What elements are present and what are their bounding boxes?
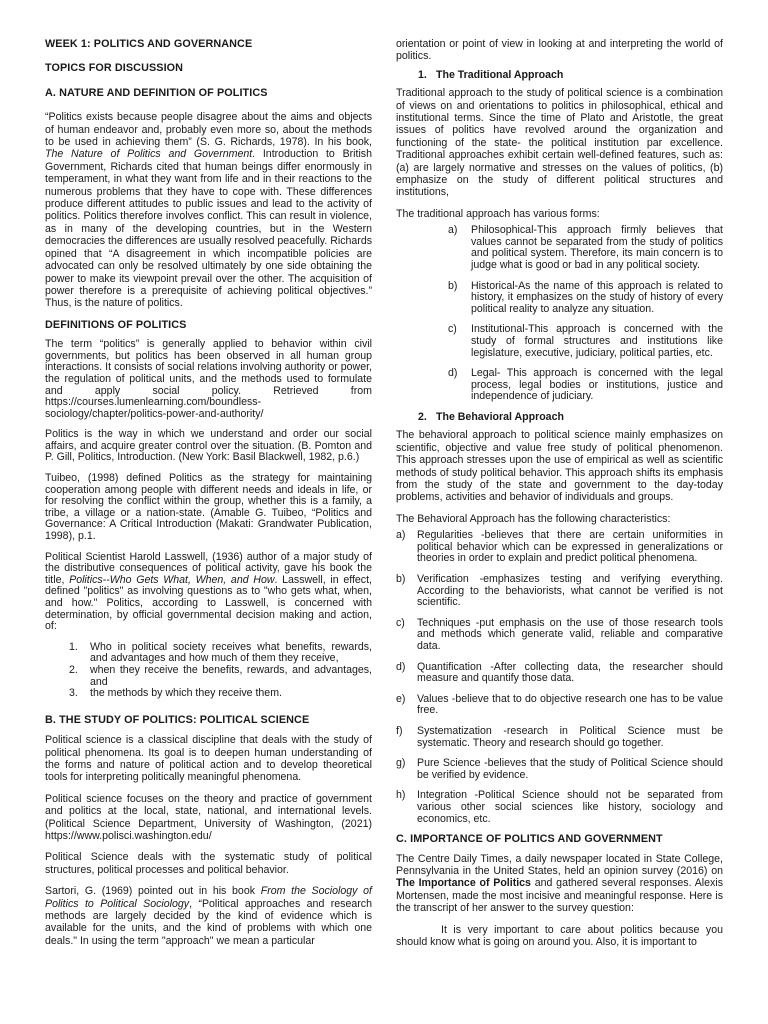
- traditional-paragraph: Traditional approach to the study of political science is a combination of views on and orientations to politics in philosophical, ethical and institutional terms. Since the time of Plato and Aristotle, the great issues of politics have revolved around the organization and functioning of the state- the political institution par excellence. Traditional approaches exhibit certain well-defined features, such as: (a) are largely normative and stresses on the values of politics, (b) emphasize on the study of different political structures and institutions,: [396, 87, 723, 199]
- sartori-text-2: , “Political approaches and research methods are largely decided by the kind of evidence which is available for the units, and the kind of problems with which one deals." In using the term "approach" we mean a particular: [45, 897, 372, 947]
- list-item: b) Verification -emphasizes testing and verifying everything. According to the behaviorists, what cannot be verified is not scientific.: [396, 573, 723, 609]
- list-item: d) Quantification -After collecting data, the researcher should measure and quantify those data.: [396, 660, 723, 685]
- week-title: WEEK 1: POLITICS AND GOVERNANCE: [45, 38, 253, 50]
- nature-text-2: . Introduction to British Government, Richards cited that human beings differ enormously in temperament, in what they want from life and in their reactions to the numerous problems that they have to cope with. These differences produce different attitudes to public issues and lead to the activity of politics. Politics therefore involves conflict. This can result in violence, as in many of the developing countries, but in the Western democracies the differences are usually resolved peacefully. Richards opined that “A disagreement in which incompatible policies are advocated can only be resolved ultimately by one side obtaining the power to make its viewpoint prevail over the other. The acquisition of power therefore is a prerequisite of achieving political objectives.” Thus, is the nature of politics.: [45, 148, 373, 310]
- list-item: 3. the methods by which they receive them.: [69, 687, 282, 700]
- list-item: f) Systematization -research in Political Science must be systematic. Theory and research should go together.: [396, 724, 723, 749]
- nature-text-1: “Politics exists because people disagree about the aims and objects of human endeavor and, probably even more so, about the methods to be used in achieving them” (S. G. Richards, 1978). In his book,: [45, 111, 372, 149]
- definition-paragraph-4: [45, 552, 372, 633]
- importance-paragraph-2: It is very important to care about politics because you should know what is going on around you. Also, it is important to: [396, 923, 723, 948]
- list-item: b) Historical-As the name of this approach is related to history, it emphasizes on the study of history of every political reality to analyze any situation.: [448, 279, 723, 315]
- sartori-text-1: Sartori, G. (1969) pointed out in his book: [45, 885, 261, 898]
- list-item: 1. Who in political society receives what benefits, rewards, and advantages and how much of them they receive,: [69, 640, 372, 665]
- definitions-title: DEFINITIONS OF POLITICS: [45, 318, 187, 331]
- list-item: g) Pure Science -believes that the study of Political Science should be verified by evidence.: [396, 757, 723, 781]
- section-b-title: B. THE STUDY OF POLITICS: POLITICAL SCIENCE: [45, 713, 310, 726]
- list-item: h) Integration -Political Science should not be separated from various other social sciences like history, sociology and economics, etc.: [396, 789, 723, 825]
- section-a-title: A. NATURE AND DEFINITION OF POLITICS: [45, 86, 268, 99]
- survey-text-1: The Centre Daily Times, a daily newspaper located in State College, Pennsylvania in the United States, held an opinion survey (2016) on: [396, 852, 723, 877]
- political-science-paragraph-3: Political Science deals with the systematic study of political structures, political processes and political behavior.: [45, 851, 372, 876]
- list-item: d) Legal- This approach is concerned with the legal process, legal bodies or institutions, justice and independence of judiciary.: [448, 367, 723, 403]
- sartori-book-title: From the Sociology of Politics to Political Sociology: [45, 885, 372, 910]
- lasswell-text-2: . Lasswell, in effect, defined "politics" as involving questions as to "who gets what, when, and how." Politics, according to Lasswell, is concerned with determination, by official governmental decision making and action, of:: [45, 573, 372, 633]
- list-item: c) Techniques -put emphasis on the use of those research tools and methods which generate valid, reliable and comparative data.: [396, 616, 723, 652]
- survey-text-2: and gathered several responses. Alexis Mortensen, made the most incisive and meaningful response. Here is the transcript of her answer to the survey question:: [396, 877, 723, 915]
- continuation-paragraph: orientation or point of view in looking at and interpreting the world of politics.: [396, 38, 723, 63]
- importance-paragraph-1: [396, 853, 723, 915]
- definition-paragraph-2: Politics is the way in which we understand and order our social affairs, and acquire greater control over the situation. (B. Pomton and P. Gill, Politics, Introduction. (New York: Basil Blackwell, 1982, p.6.): [45, 428, 372, 464]
- nature-paragraph: [45, 111, 372, 310]
- traditional-approach-heading: 1. The Traditional Approach: [418, 68, 564, 81]
- behavioral-characteristics-list: [396, 530, 723, 825]
- traditional-forms-intro: The traditional approach has various forms:: [396, 207, 600, 220]
- list-item: 2. when they receive the benefits, rewards, and advantages, and: [69, 663, 372, 688]
- lasswell-text-1: Political Scientist Harold Lasswell, (1936) author of a major study of the distributive consequences of political activity, gave his book the title,: [45, 550, 372, 586]
- section-c-title: C. IMPORTANCE OF POLITICS AND GOVERNMENT: [396, 833, 663, 846]
- behavioral-characteristics-intro: The Behavioral Approach has the following characteristics:: [396, 512, 671, 525]
- lasswell-book-title: Politics--Who Gets What, When, and How: [69, 573, 275, 586]
- behavioral-paragraph: The behavioral approach to political science mainly emphasizes on scientific, objective and value free study of political phenomenon. This approach stresses upon the use of empirical as well as scientific methods of study political behavior. This approach shifts its emphasis from the study of the state and government to the day-today problems, activities and behavior of individuals and groups.: [396, 429, 723, 504]
- list-item: a) Philosophical-This approach firmly believes that values cannot be separated from the study of politics and political system. Therefore, its main concern is to judge what is good or bad in any political society.: [448, 224, 723, 272]
- survey-topic: The Importance of Politics: [396, 877, 531, 890]
- topics-title: TOPICS FOR DISCUSSION: [45, 62, 184, 75]
- list-item: e) Values -believe that to do objective research one has to be value free.: [396, 692, 723, 717]
- political-science-paragraph-2: Political science focuses on the theory and practice of government and politics at the local, state, national, and international levels. (Political Science Department, University of Washington, (2021) https://www.polisci.washington.edu/: [45, 792, 372, 842]
- list-item: c) Institutional-This approach is concerned with the study of formal structures and institutions like legislature, executive, judiciary, political parties, etc.: [448, 323, 723, 359]
- traditional-forms-list: [396, 225, 723, 403]
- right-column: [396, 38, 723, 957]
- political-science-paragraph-4: [45, 885, 372, 947]
- definition-paragraph-3: Tuibeo, (1998) defined Politics as the strategy for maintaining cooperation among people with different needs and ideals in life, or for resolving the conflict within the group, whether this is a family, a tribe, a village or a nation-state. (Amable G. Tuibeo, “Politics and Governance: A Critical Introduction (Makati: Grandwater Publication, 1998), p.1.: [45, 472, 372, 543]
- political-science-paragraph-1: Political science is a classical discipline that deals with the study of political phenomena. Its goal is to deepen human understanding of the forms and nature of political action and to develop theoretical tools for interpreting politically meaningful phenomena.: [45, 734, 372, 784]
- lasswell-list: [45, 642, 372, 700]
- behavioral-approach-heading: 2. The Behavioral Approach: [418, 411, 564, 423]
- list-item: a) Regularities -believes that there are certain uniformities in political behavior which can be expressed in generalizations or theories in order to explain and predict political phenomena.: [396, 529, 723, 565]
- left-column: [45, 38, 372, 956]
- richards-book-title: The Nature of Politics and Government: [45, 148, 253, 161]
- definition-paragraph-1: The term “politics” is generally applied to behavior within civil governments, but politics has been observed in all human group interactions. It consists of social relations involving authority or power, the regulation of political units, and the methods used to formulate and apply social policy. Retrieved from https://courses.lumenlearning.com/boundless-sociology/chapter/politics-power-and-authority/: [45, 338, 372, 420]
